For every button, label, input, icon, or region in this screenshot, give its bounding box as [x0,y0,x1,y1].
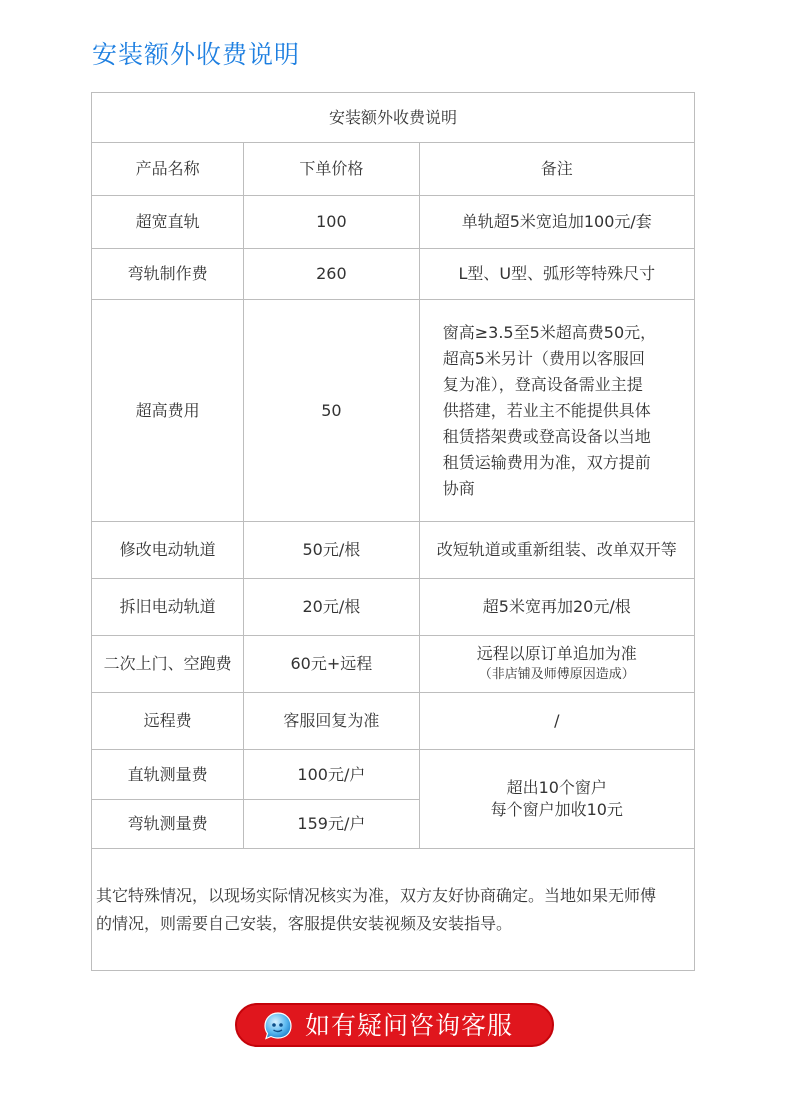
row-price: 60元+远程 [244,636,419,693]
note-line: 供搭建，若业主不能提供具体 [442,400,651,420]
row-price: 260 [244,249,419,300]
measure-note-line: 每个窗户加收10元 [490,800,623,819]
table-row [92,196,695,249]
header-price: 下单价格 [244,143,419,196]
row-note [419,636,694,693]
measure-note [419,750,694,849]
note-main: 远程以原订单追加为准 [476,644,637,663]
note-sub: （非店铺及师傅原因造成） [478,667,635,682]
row-name: 远程费 [92,693,244,750]
table-row [92,522,695,579]
table-row [92,249,695,300]
high-fee-note [443,320,671,502]
note-line: 租赁运输费用为准，双方提前 [442,452,651,472]
row-name: 弯轨测量费 [92,800,244,849]
table-caption: 安装额外收费说明 [92,93,695,143]
row-note: / [419,693,694,750]
row-price: 100 [244,196,419,249]
header-note: 备注 [419,143,694,196]
row-name: 二次上门、空跑费 [92,636,244,693]
row-note: 单轨超5米宽追加100元/套 [419,196,694,249]
row-price: 100元/户 [244,750,419,800]
row-price: 50元/根 [244,522,419,579]
table-footer-row [92,849,695,971]
row-name: 修改电动轨道 [92,522,244,579]
row-price: 客服回复为准 [244,693,419,750]
note-line: 租赁搭架费或登高设备以当地 [442,426,651,446]
note-line: 协商 [442,478,475,498]
row-price: 20元/根 [244,579,419,636]
table-row [92,300,695,522]
measure-note-line: 超出10个窗户 [506,778,607,797]
footer-line: 的情况，则需要自己安装，客服提供安装视频及安装指导。 [96,913,513,933]
row-name: 拆旧电动轨道 [92,579,244,636]
row-name: 直轨测量费 [92,750,244,800]
footer-line: 其它特殊情况，以现场实际情况核实为准，双方友好协商确定。当地如果无师傅 [96,885,657,905]
fee-table [91,92,695,971]
header-product-name: 产品名称 [92,143,244,196]
table-row [92,636,695,693]
table-row [92,750,695,800]
note-line: 窗高≥3.5至5米超高费50元， [442,322,657,342]
row-note: L型、U型、弧形等特殊尺寸 [419,249,694,300]
footer-note [92,849,695,971]
row-price: 50 [244,300,419,522]
contact-service-label: 如有疑问咨询客服 [305,1011,514,1040]
row-name: 弯轨制作费 [92,249,244,300]
customer-service-bubble-icon [263,1011,293,1041]
table-header-row [92,143,695,196]
table-caption-row [92,93,695,143]
note-line: 复为准），登高设备需业主提 [442,374,643,394]
row-name: 超宽直轨 [92,196,244,249]
row-name: 超高费用 [92,300,244,522]
row-note: 改短轨道或重新组装、改单双开等 [419,522,694,579]
note-line: 超高5米另计（费用以客服回 [442,348,645,368]
table-row [92,693,695,750]
page-title: 安装额外收费说明 [92,40,301,69]
row-note: 超5米宽再加20元/根 [419,579,694,636]
table-row [92,579,695,636]
row-note [419,300,694,522]
row-price: 159元/户 [244,800,419,849]
contact-service-button[interactable] [235,1003,554,1047]
